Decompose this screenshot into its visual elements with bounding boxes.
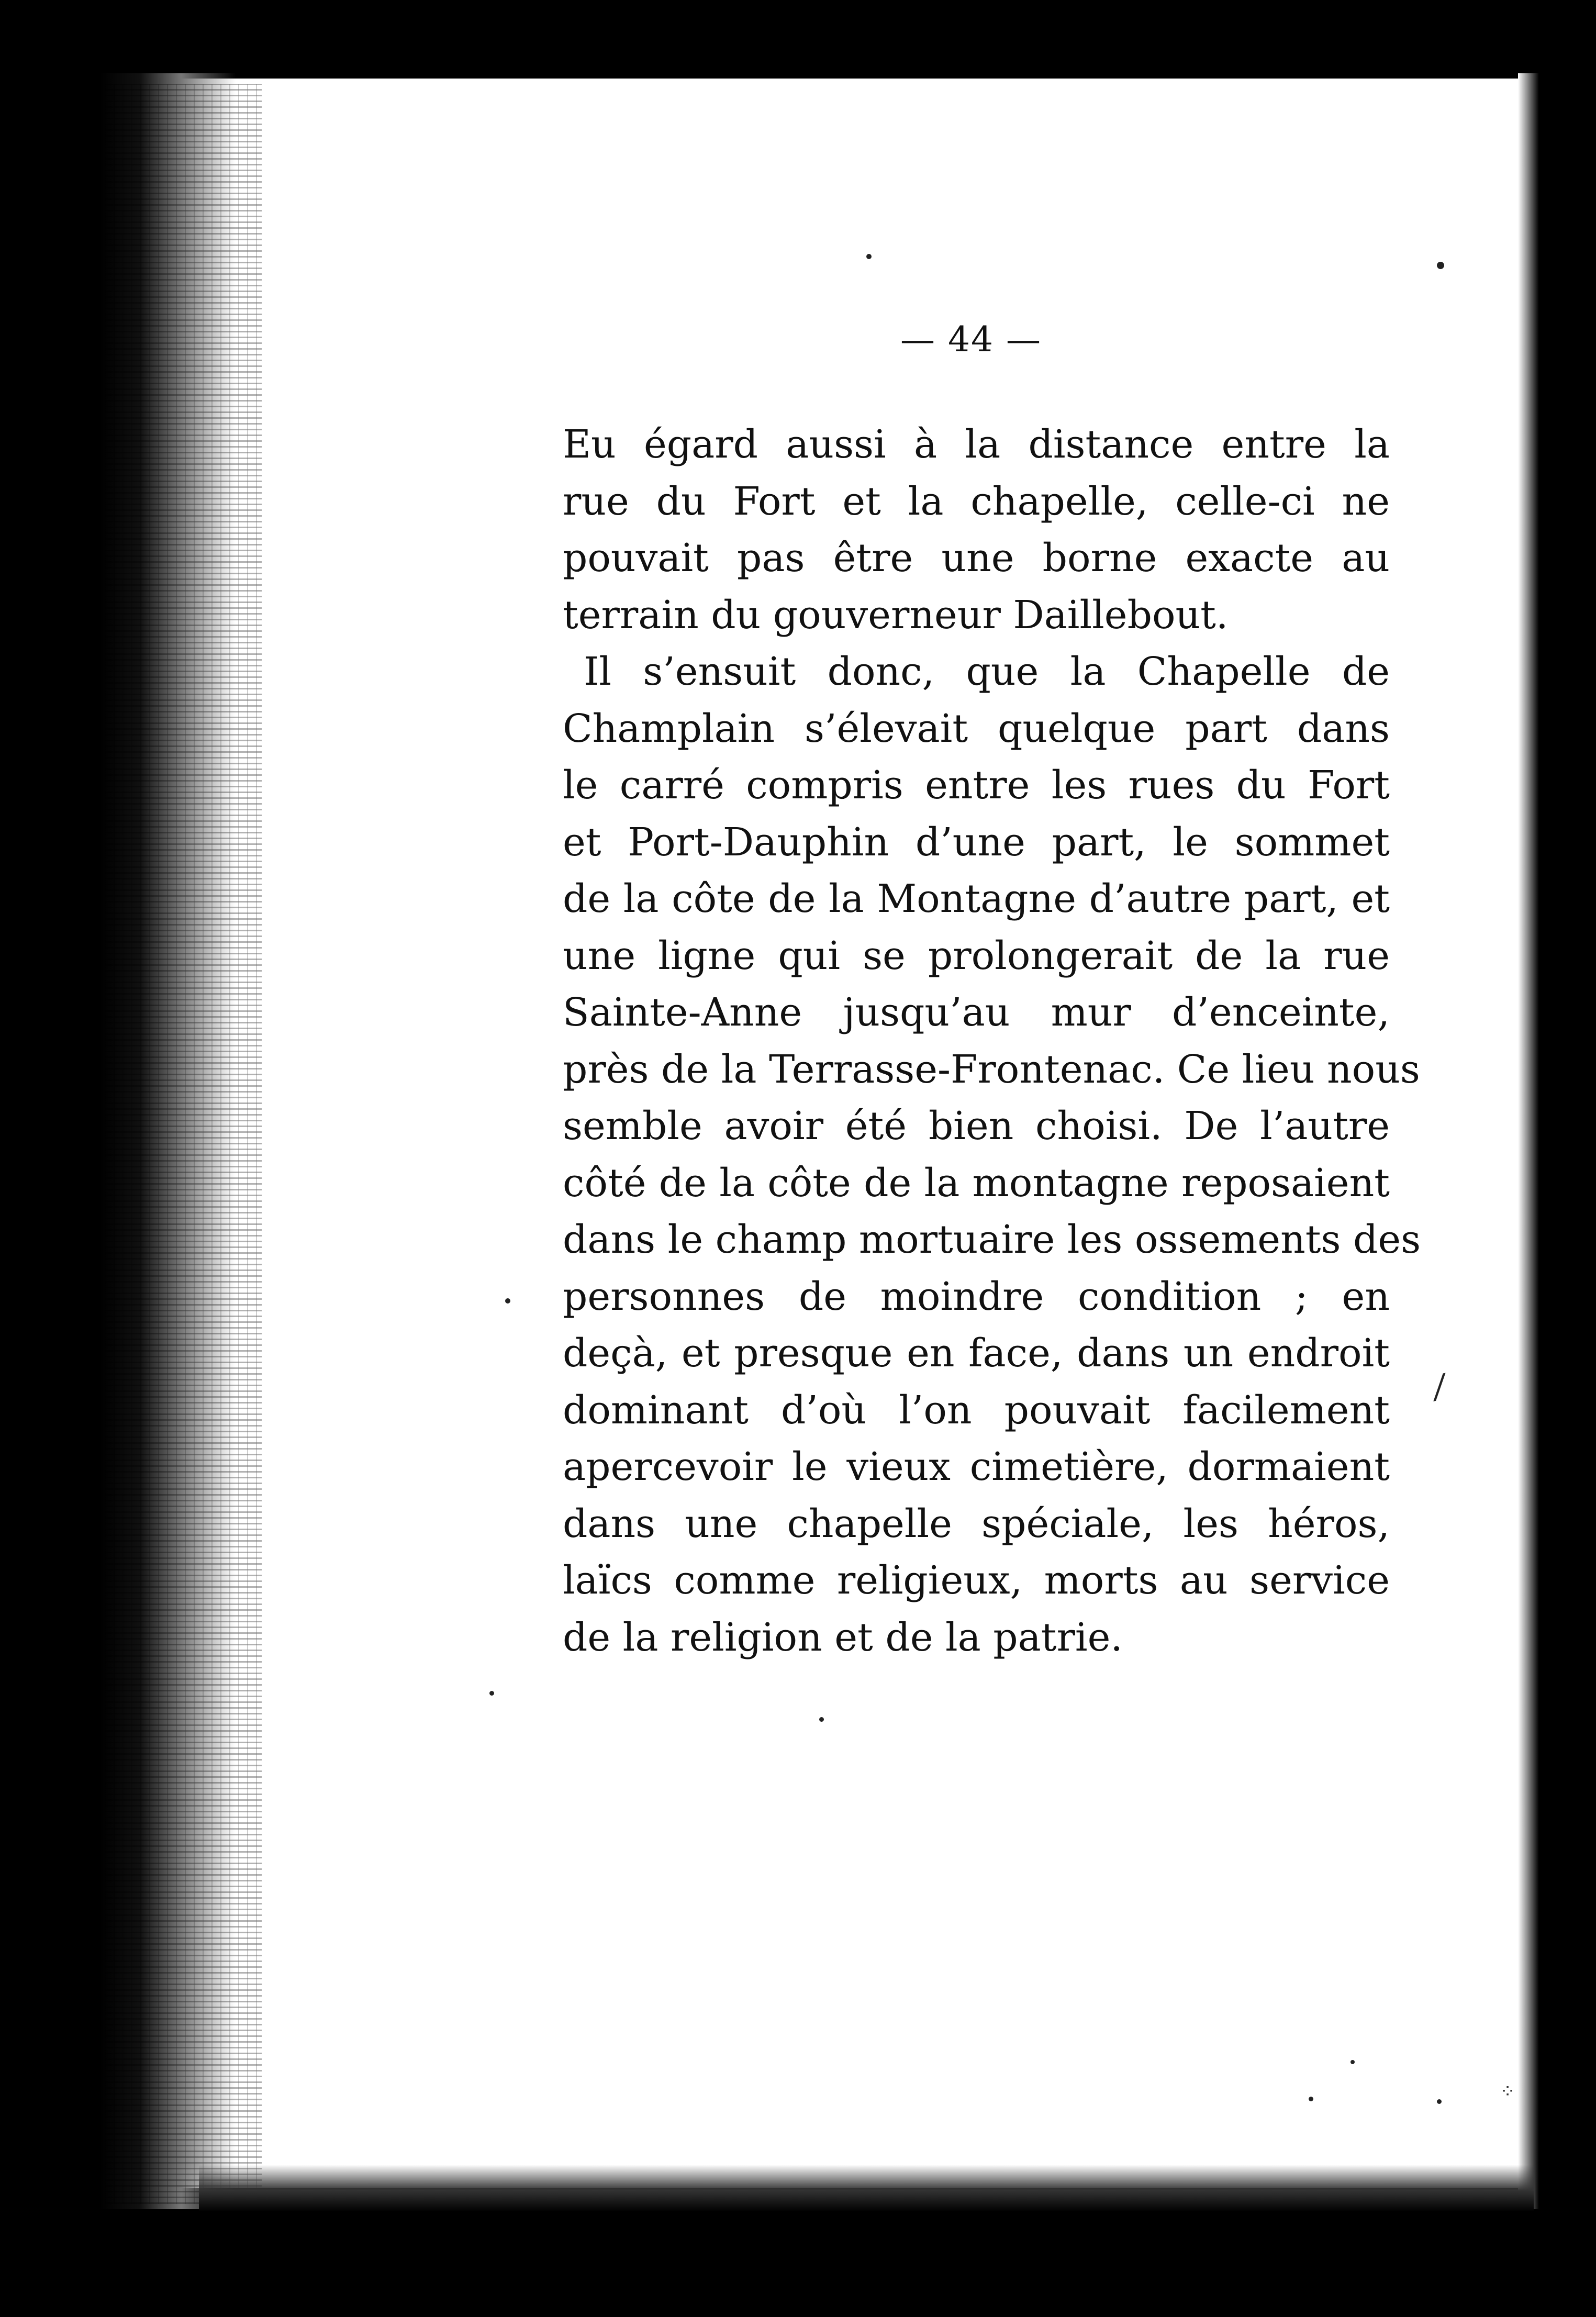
text-line: semble avoir été bien choisi. De l’autre (563, 1104, 1390, 1149)
binding-gutter-texture (105, 84, 262, 2204)
scan-speck (819, 1717, 824, 1722)
text-line: laïcs comme religieux, morts au service (563, 1558, 1390, 1603)
page-bottom-edge (199, 2165, 1534, 2212)
scan-speck (1351, 2060, 1355, 2064)
page-number: — 44 — (900, 319, 1042, 360)
text-line: Champlain s’élevait quelque part dans (563, 706, 1390, 751)
scan-speck (866, 254, 872, 259)
corner-speck-mark: ⁘ (1500, 2081, 1516, 2102)
text-line: et Port-Dauphin d’une part, le sommet (563, 819, 1390, 865)
text-line: près de la Terrasse-Frontenac. Ce lieu nous (563, 1046, 1420, 1092)
text-line: de la côte de la Montagne d’autre part, et (563, 876, 1390, 921)
text-line: une ligne qui se prolongerait de la rue (563, 933, 1390, 978)
text-line: dans une chapelle spéciale, les héros, (563, 1501, 1390, 1546)
text-line: Il s’ensuit donc, que la Chapelle de (584, 649, 1390, 694)
text-line: personnes de moindre condition ; en (563, 1274, 1390, 1319)
scan-speck (1309, 2097, 1313, 2101)
text-line: dans le champ mortuaire les ossements des (563, 1217, 1421, 1262)
page-right-edge (1518, 73, 1539, 2209)
text-line: apercevoir le vieux cimetière, dormaient (563, 1444, 1390, 1489)
body-text (563, 416, 1421, 1666)
margin-tick-mark: ⁄ (1433, 1368, 1447, 1408)
text-line: côté de la côte de la montagne reposaient (563, 1160, 1390, 1206)
text-line: pouvait pas être une borne exacte au (563, 536, 1390, 581)
text-line: Eu égard aussi à la distance entre la (563, 422, 1390, 467)
text-line: de la religion et de la patrie. (563, 1614, 1123, 1660)
text-line: le carré compris entre les rues du Fort (563, 763, 1390, 808)
text-line: rue du Fort et la chapelle, celle-ci ne (563, 478, 1390, 524)
scan-speck (1437, 2099, 1442, 2104)
text-line: Sainte-Anne jusqu’au mur d’enceinte, (563, 990, 1390, 1035)
text-line: terrain du gouverneur Daillebout. (563, 592, 1229, 638)
scan-speck (505, 1298, 510, 1304)
scan-speck (1437, 262, 1444, 269)
text-line: dominant d’où l’on pouvait facilement (563, 1387, 1390, 1433)
text-line: deçà, et presque en face, dans un endroit (563, 1331, 1390, 1376)
scan-speck (489, 1691, 494, 1696)
